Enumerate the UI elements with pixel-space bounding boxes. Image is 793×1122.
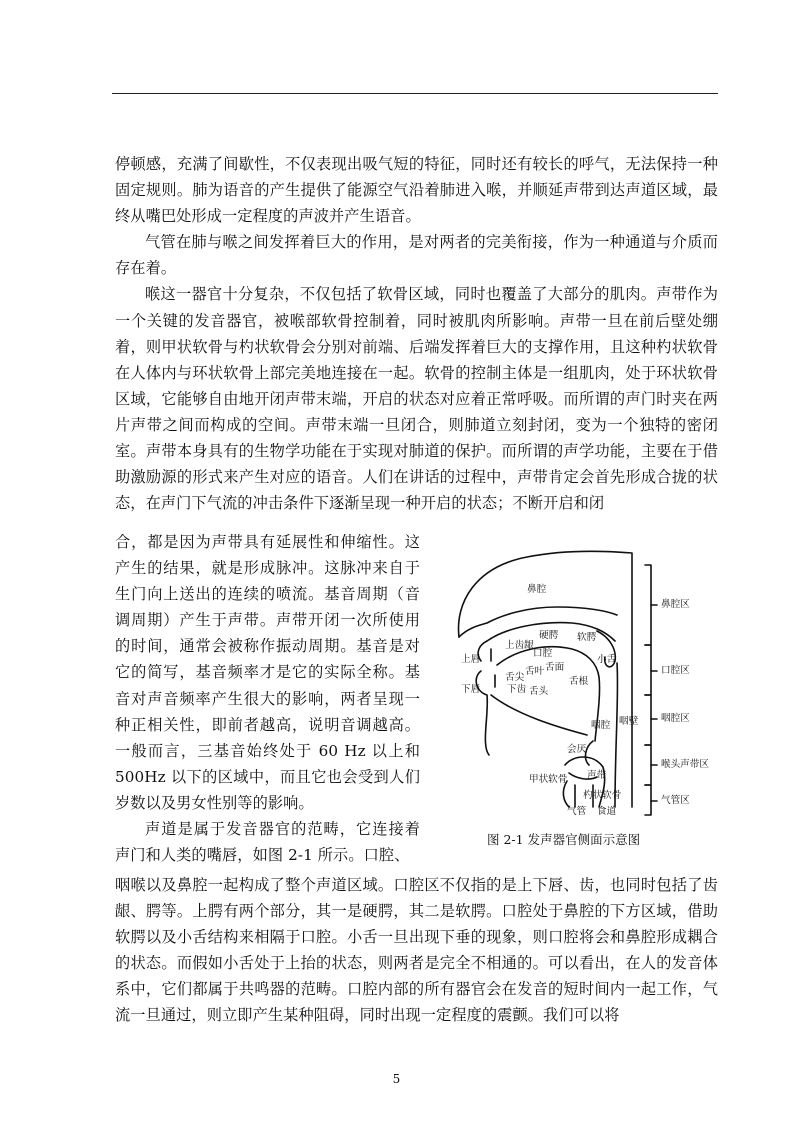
label-esophagus: 食道 [597, 806, 617, 817]
paragraph: 喉这一器官十分复杂，不仅包括了软骨区域，同时也覆盖了大部分的肌肉。声带作为一个关键的发音器官，被喉部软骨控制着，同时被肌肉所影响。声带一旦在前后壁处绷着，则甲状软骨与杓状软骨会分别对前端、后端发挥着巨大的支撑作用，且这种杓状软骨在人体内与环状软骨上部完美地连接在一起。软骨的控制主体是一组肌肉，处于环状软骨区域，它能够自由地开闭声带末端，开启的状态对应着正常呼吸。而所谓的声门时夹在两片声带之间而构成的空间。声带末端一旦闭合，则肺道立刻封闭，变为一个独特的密闭室。声带本身具有的生物学功能在于实现对肺道的保护。而所谓的声学功能，主要在于借助激励源的形式来产生对应的语音。人们在讲话的过程中，声带肯定会首先形成合拢的状态，在声门下气流的冲击条件下逐渐呈现一种开启的状态；不断开启和闭 [115, 285, 718, 513]
label-upper-gum: 上齿龈 [505, 640, 534, 651]
label-upper-lip: 上唇 [461, 654, 481, 665]
label-region-larynx: 喉头声带区 [661, 759, 709, 770]
paragraph: 声道是属于发音器官的范畴，它连接着声门和人类的嘴唇，如图 2-1 所示。口腔、 [115, 820, 420, 865]
body-text-left-column [115, 529, 420, 868]
label-pharynx-wall: 咽壁 [619, 716, 639, 727]
label-tongue-tip: 舌尖 [505, 672, 525, 683]
label-hard-palate: 硬腭 [539, 630, 559, 641]
label-region-pharynx: 咽腔区 [661, 713, 690, 724]
paragraph: 咽喉以及鼻腔一起构成了整个声道区域。口腔区不仅指的是上下唇、齿，也同时包括了齿龈、腭等。上腭有两个部分，其一是硬腭，其二是软腭。口腔处于鼻腔的下方区域，借助软腭以及小舌结构来相隔于口腔。小舌一旦出现下垂的现象，则口腔将会和鼻腔形成耦合的状态。而假如小舌处于上抬的状态，则两者是完全不相通的。可以看出，在人的发音体系中，它们都属于共鸣器的范畴。口腔内部的所有器官会在发音的短时间内一起工作，气流一旦通过，则立即产生某种阻碍，同时出现一定程度的震颤。我们可以将 [115, 876, 718, 1025]
paragraph: 停顿感，充满了间歇性，不仅表现出吸气短的特征，同时还有较长的呼气，无法保持一种固定规则。肺为语音的产生提供了能源空气沿着肺进入喉，并顺延声带到达声道区域，最终从嘴巴处形成一定程度的声波并产生语音。 [115, 155, 718, 226]
body-text-top [115, 151, 718, 516]
label-trachea: 气管 [567, 806, 587, 817]
label-lower-teeth: 下齿 [507, 684, 527, 695]
label-region-oral: 口腔区 [661, 665, 690, 676]
label-oral-cavity: 口腔 [533, 648, 553, 659]
label-thyroid-cartilage: 甲状软骨 [529, 774, 568, 785]
label-tongue-body: 舌头 [529, 686, 549, 697]
paragraph: 合，都是因为声带具有延展性和伸缩性。这产生的结果，就是形成脉冲。这脉冲来自于生门向上送出的连续的喷流。基音周期（音调周期）产生于声带。声带开闭一次所使用的时间，通常会被称作振动周期。基音是对它的简写，基音频率才是它的实际全称。基音对声音频率产生很大的影响，两者呈现一种正相关性，即前者越高，说明音调越高。一般而言，三基音始终处于 60 Hz 以上和500Hz 以下的区域中，而且它也会受到人们岁数以及男女性别等的影响。 [115, 533, 420, 812]
label-lower-lip: 下唇 [461, 684, 481, 695]
label-epiglottis: 会厌 [567, 744, 587, 755]
body-text-bottom [115, 872, 718, 1029]
label-nasal-cavity: 鼻腔 [527, 584, 547, 595]
label-region-trachea: 气管区 [661, 795, 690, 806]
label-tongue-root: 舌根 [569, 676, 589, 687]
label-vocal-cords: 声带 [587, 770, 607, 781]
label-pharynx: 咽腔 [591, 720, 611, 731]
label-tongue-blade: 舌叶 [525, 666, 545, 677]
vocal-organs-diagram [447, 545, 719, 827]
figure-caption: 图 2-1 发声器官侧面示意图 [487, 832, 641, 847]
paragraph: 气管在肺与喉之间发挥着巨大的作用，是对两者的完美衔接，作为一种通道与介质而存在着。 [115, 233, 718, 278]
label-tongue-front: 舌面 [545, 662, 565, 673]
label-soft-palate: 软腭 [577, 632, 597, 643]
header-rule [112, 93, 718, 94]
label-uvula: 小舌 [597, 654, 617, 665]
page-number: 5 [392, 1072, 401, 1086]
label-region-nasal: 鼻腔区 [661, 599, 690, 610]
label-arytenoid: 杓状软骨 [583, 790, 622, 801]
